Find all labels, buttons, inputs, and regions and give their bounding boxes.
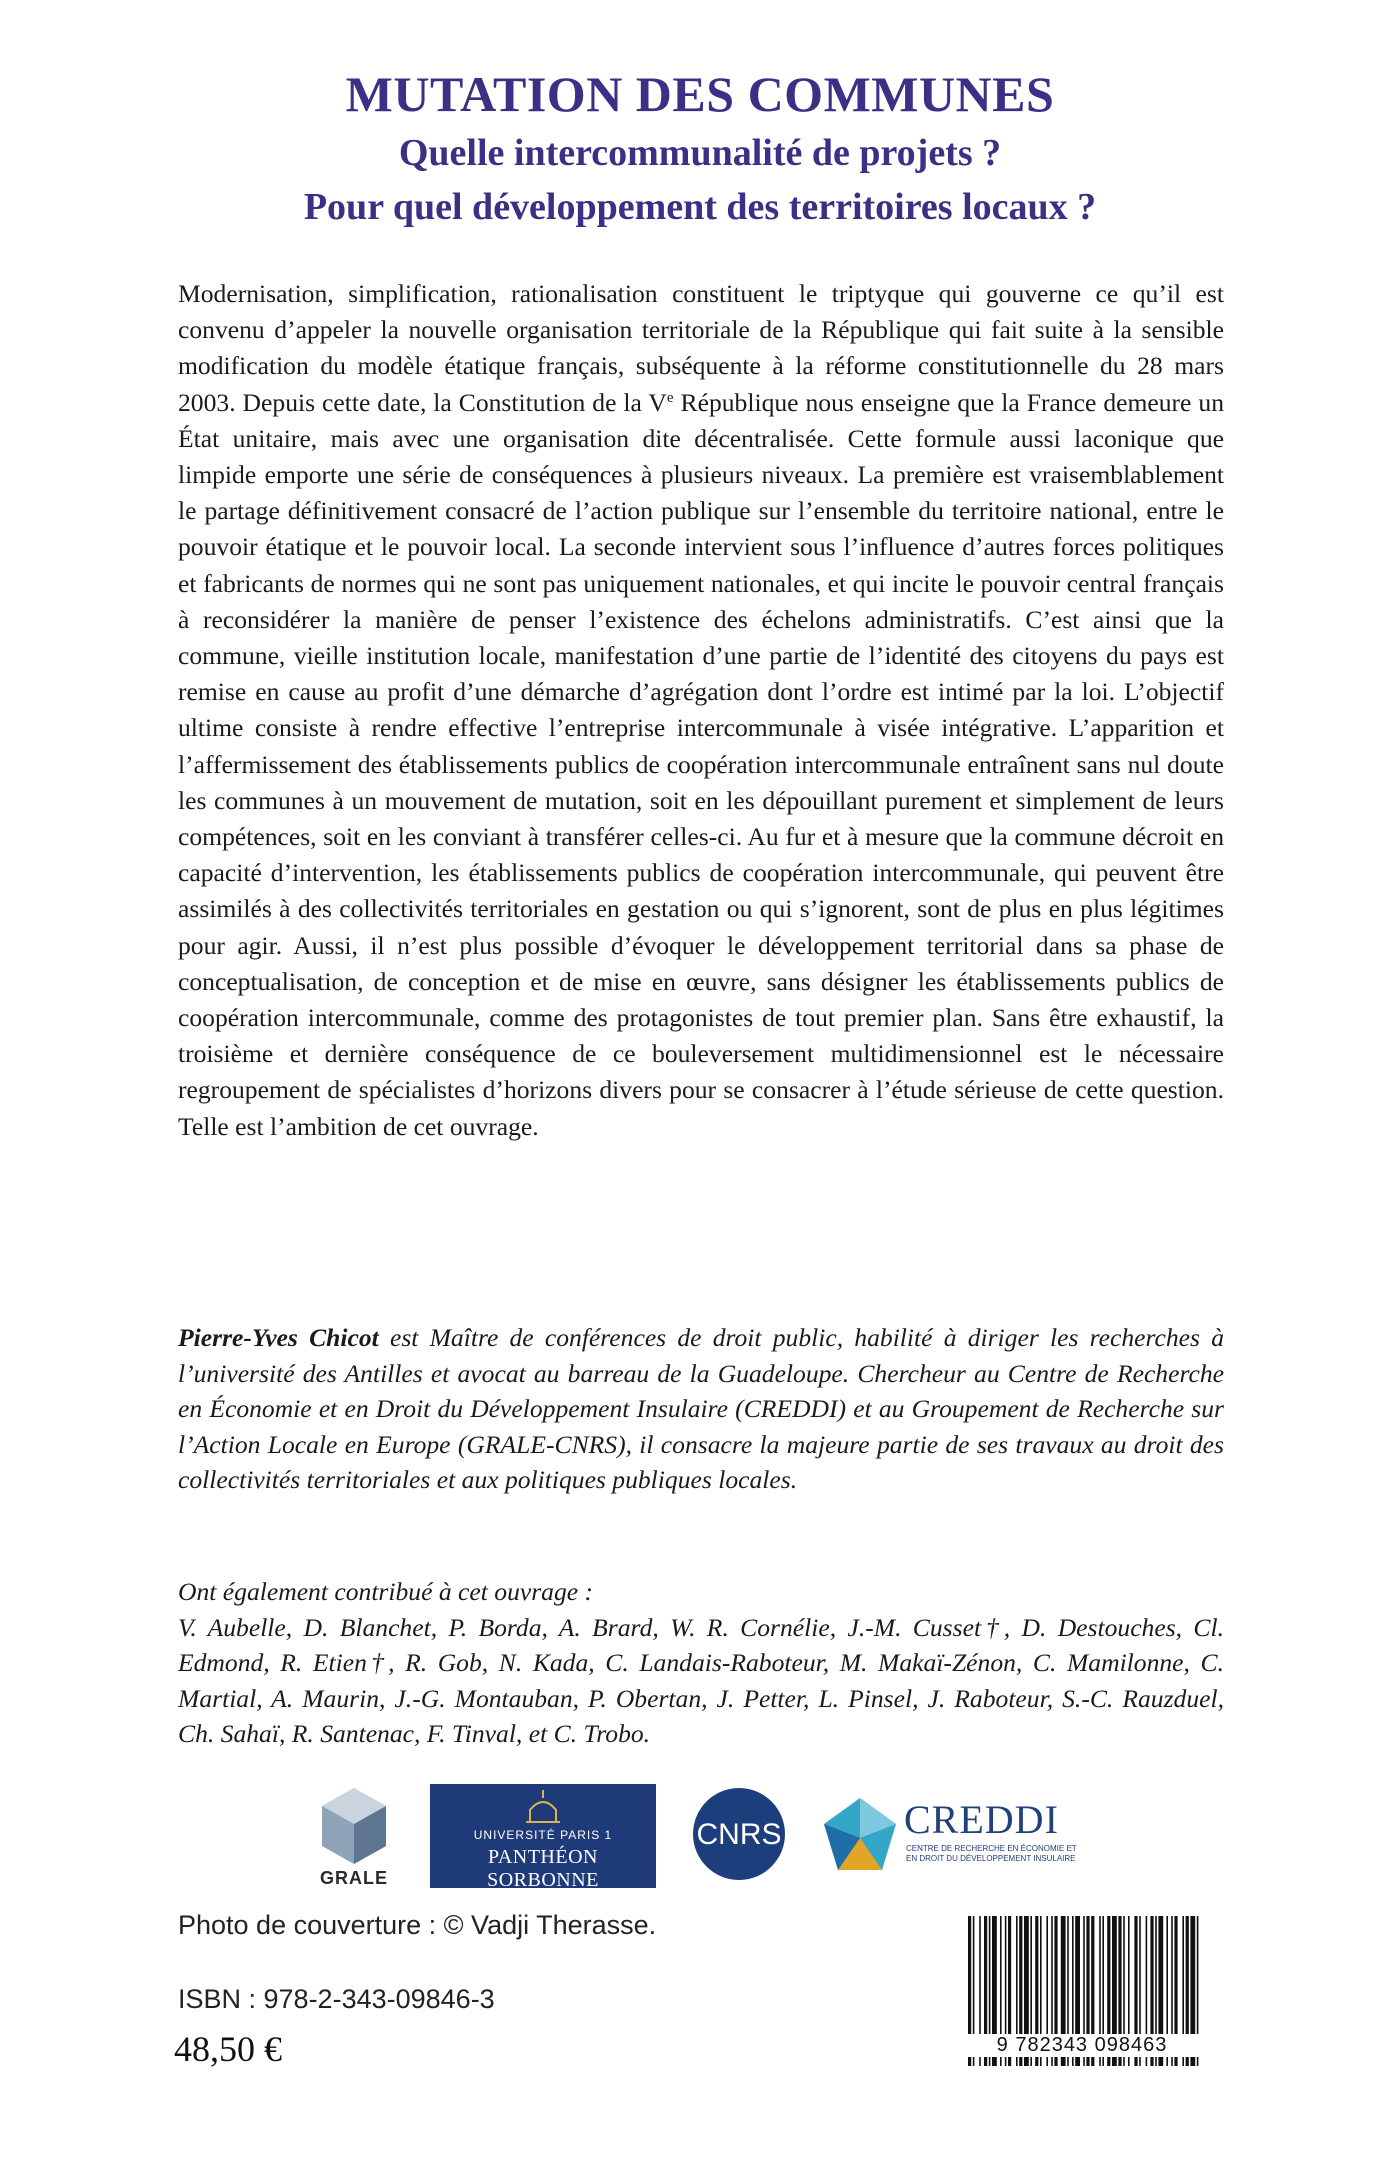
cnrs-circle-icon xyxy=(690,1784,788,1884)
pantheon-bottom-text: PANTHÉON SORBONNE xyxy=(487,1846,599,1891)
creddi-subtitle: CENTRE DE RECHERCHE EN ÉCONOMIE ET EN DROIT DU DÉVELOPPEMENT INSULAIRE xyxy=(906,1844,1077,1863)
author-bio-text: est Maître de conférences de droit public, habilité à diriger les recherches à l’université des Antilles et avocat au barreau de la Guadeloupe. Chercheur au Centre de Recherche en Économie et en Droit du Développement Insulaire (CREDDI) et au Groupement de Recherche sur l’Action Locale en Europe (GRALE-CNRS), il consacre la majeure partie de ses travaux au droit des collectivités territoriales et aux politiques publiques locales. xyxy=(178,1323,1224,1494)
photo-credit: Photo de couverture : © Vadji Therasse. xyxy=(178,1910,657,1940)
isbn: ISBN : 978-2-343-09846-3 xyxy=(178,1984,495,2014)
grale-hexagon-icon xyxy=(316,1784,392,1868)
creddi-wordmark: CREDDI xyxy=(904,1797,1059,1842)
pantheon-top-text: UNIVERSITÉ PARIS 1 xyxy=(473,1828,613,1842)
grale-wordmark: GRALE xyxy=(320,1868,388,1888)
contributors-names: V. Aubelle, D. Blanchet, P. Borda, A. Brard, W. R. Cornélie, J.-M. Cusset†, D. Destouches, Cl. Edmond, R. Etien†, R. Gob, N. Kada, C. Landais-Raboteur, M. Makaï-Zénon, C. Mamilonne, C. Martial, A. Maurin, J.-G. Montauban, P. Obertan, J. Petter, L. Pinsel, J. Raboteur, S.-C. Rauzduel, Ch. Sahaï, R. Santenac, F. Tinval, et C. Trobo. xyxy=(178,1612,1224,1748)
grale-logo xyxy=(316,1784,392,1890)
title-block xyxy=(0,62,1400,234)
cnrs-logo xyxy=(690,1784,788,1884)
book-title: MUTATION DES COMMUNES xyxy=(345,66,1055,122)
barcode-number: 9 782343 098463 xyxy=(962,2034,1202,2057)
price: 48,50 € xyxy=(174,2029,282,2069)
cnrs-wordmark: CNRS xyxy=(696,1818,782,1851)
author-name: Pierre-Yves Chicot xyxy=(178,1323,379,1352)
summary-part-1: Modernisation, simplification, rationalisation constituent le triptyque qui gouverne ce qu’il est convenu d’appeler la nouvelle organisation territoriale de la République qui fait suite à la sensible modification du modèle étatique français, subséquente à la réforme constitutionnelle du 28 mars 2003. Depuis cette date, la Constitution de la V xyxy=(178,279,1224,417)
partner-logos xyxy=(0,1784,1400,1894)
book-subtitle-2: Pour quel développement des territoires locaux ? xyxy=(303,186,1097,228)
contributors-label: Ont également contribué à cet ouvrage : xyxy=(178,1577,594,1606)
contributors-block xyxy=(178,1574,1224,1752)
creddi-logo xyxy=(820,1794,1080,1884)
dome-icon xyxy=(430,1784,656,1828)
author-bio xyxy=(178,1320,1224,1498)
summary-superscript: e xyxy=(666,389,674,406)
summary-paragraph xyxy=(178,276,1224,1145)
creddi-pentagon-icon xyxy=(820,1794,900,1878)
book-subtitle-1: Quelle intercommunalité de projets ? xyxy=(398,132,1002,174)
summary-part-2: République nous enseigne que la France demeure un État unitaire, mais avec une organisation dite décentralisée. Cette formule aussi laconique que limpide emporte une série de conséquences à plusieurs niveaux. La première est vraisemblablement le partage définitivement consacré de l’action publique sur l’ensemble du territoire national, entre le pouvoir étatique et le pouvoir local. La seconde intervient sous l’influence d’autres forces politiques et fabricants de normes qui ne sont pas uniquement nationales, et qui incite le pouvoir central français à reconsidérer la manière de penser l’existence des échelons administratifs. C’est ainsi que la commune, vieille institution locale, manifestation d’une partie de l’identité des citoyens du pays est remise en cause au profit d’une démarche d’agrégation dont l’ordre est intimé par la loi. L’objectif ultime consiste à rendre effective l’entreprise intercommunale à visée intégrative. L’apparition et l’affermissement des établissements publics de coopération intercommunale entraînent sans nul doute les communes à un mouvement de mutation, soit en les dépouillant purement et simplement de leurs compétences, soit en les conviant à transférer celles-ci. Au fur et à mesure que la commune décroit en capacité d’intervention, les établissements publics de coopération intercommunale, qui peuvent être assimilés à des collectivités territoriales en gestation ou qui s’ignorent, sont de plus en plus légitimes pour agir. Aussi, il n’est plus possible d’évoquer le développement territorial dans sa phase de conceptualisation, de conception et de mise en œuvre, sans désigner les établissements publics de coopération intercommunale, comme des protagonistes de tout premier plan. Sans être exhaustif, la troisième et dernière conséquence de ce bouleversement multidimensionnel est le nécessaire regroupement de spécialistes d’horizons divers pour se consacrer à l’étude sérieuse de cette question. Telle est l’ambition de cet ouvrage. xyxy=(178,387,1224,1141)
pantheon-sorbonne-logo xyxy=(430,1784,656,1891)
